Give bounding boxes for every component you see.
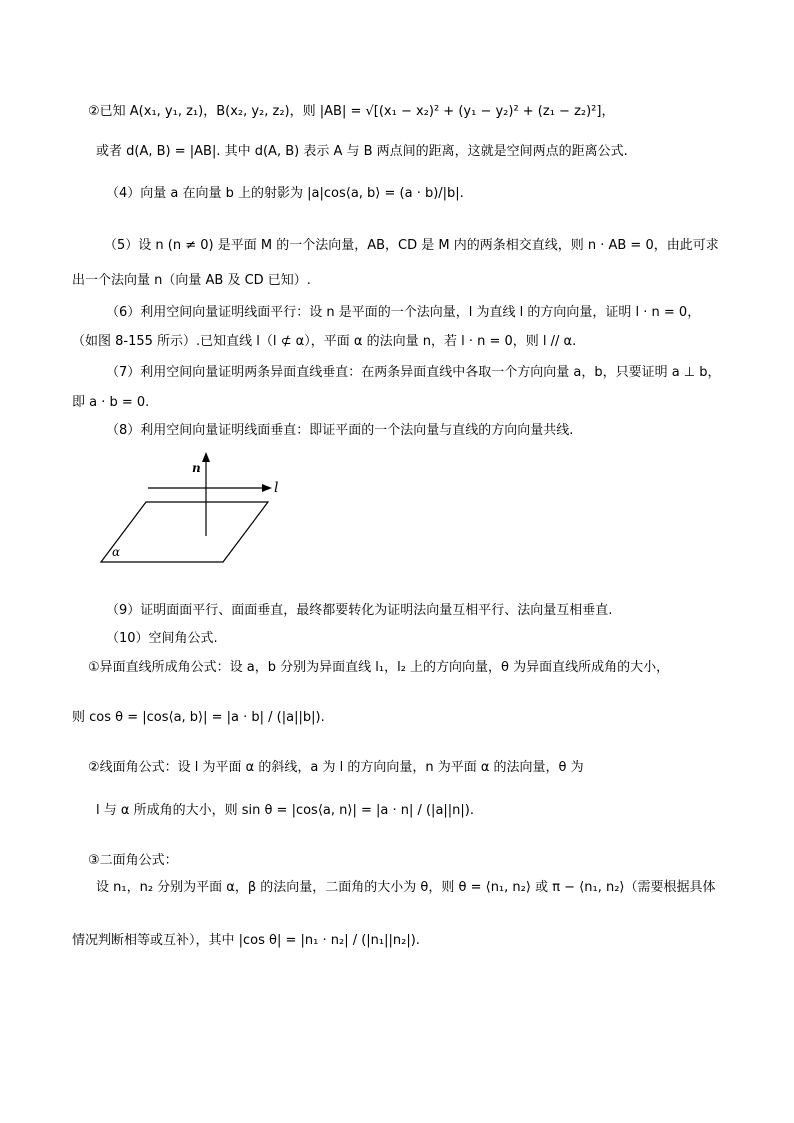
text-line: ②线面角公式：设 l 为平面 α 的斜线，a 为 l 的方向向量，n 为平面 α 的法向量，θ 为 (88, 760, 584, 775)
text-line: （如图 8-155 所示）.已知直线 l（l ⊄ α），平面 α 的法向量 n，若 l · n = 0，则 l // α. (72, 334, 577, 349)
text-line: ①异面直线所成角公式：设 a，b 分别为异面直线 l₁，l₂ 上的方向向量，θ 为异面直线所成角的大小， (88, 660, 670, 675)
text-line: 设 n₁，n₂ 分别为平面 α，β 的法向量，二面角的大小为 θ，则 θ = ⟨n₁, n₂⟩ 或 π − ⟨n₁, n₂⟩（需要根据具体 (96, 880, 716, 895)
text-line: l 与 α 所成角的大小，则 sin θ = |cos⟨a, n⟩| = |a · n| / (|a||n|). (96, 803, 474, 818)
line-l-arrowhead (262, 484, 272, 492)
text-line: ②已知 A(x₁, y₁, z₁)，B(x₂, y₂, z₂)，则 |AB| = √[(x₁ − x₂)² + (y₁ − y₂)² + (z₁ − z₂)²]， (88, 104, 615, 119)
text-line: （6）利用空间向量证明线面平行：设 n 是平面的一个法向量，l 为直线 l 的方向向量，证明 l · n = 0， (106, 305, 701, 320)
text-line: ③二面角公式： (88, 853, 178, 868)
text-line: （9）证明面面平行、面面垂直，最终都要转化为证明法向量互相平行、法向量互相垂直. (106, 603, 613, 618)
text-line: 出一个法向量 n（向量 AB 及 CD 已知）. (72, 273, 311, 288)
plane-alpha-shape (101, 502, 268, 562)
text-line: （8）利用空间向量证明线面垂直：即证平面的一个法向量与直线的方向向量共线. (106, 423, 574, 438)
label-alpha: α (112, 545, 121, 559)
text-line: （7）利用空间向量证明两条异面直线垂直：在两条异面直线中各取一个方向向量 a，b，只要证明 a ⊥ b， (106, 365, 721, 380)
normal-arrowhead (202, 452, 210, 462)
label-n: n (192, 461, 201, 475)
plane-normal-figure (96, 452, 286, 570)
text-line: （10）空间角公式. (106, 631, 218, 646)
text-line: 情况判断相等或互补），其中 |cos θ| = |n₁ · n₂| / (|n₁||n₂|). (72, 933, 420, 948)
text-line: 或者 d(A, B) = |AB|. 其中 d(A, B) 表示 A 与 B 两点间的距离，这就是空间两点的距离公式. (96, 144, 628, 159)
text-line: （5）设 n (n ≠ 0) 是平面 M 的一个法向量，AB，CD 是 M 内的两条相交直线，则 n · AB = 0，由此可求 (104, 238, 719, 253)
label-l: l (274, 480, 279, 496)
text-line: 则 cos θ = |cos⟨a, b⟩| = |a · b| / (|a||b|). (72, 710, 325, 725)
text-line: 即 a · b = 0. (72, 395, 150, 410)
text-line: （4）向量 a 在向量 b 上的射影为 |a|cos⟨a, b⟩ = (a · b)/|b|. (106, 186, 464, 201)
